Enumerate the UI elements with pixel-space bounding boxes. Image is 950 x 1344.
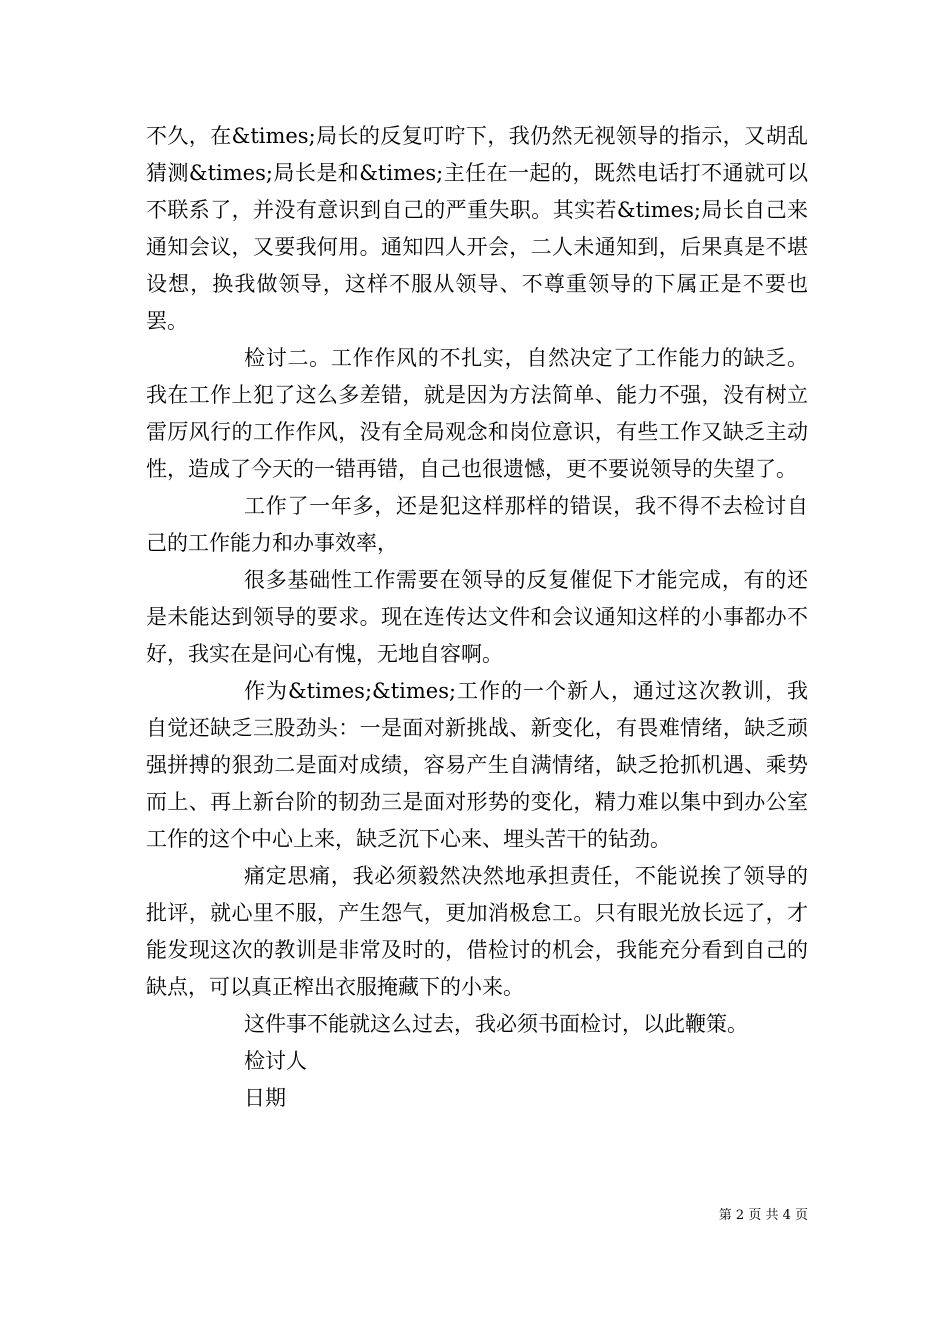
paragraph-2: 检讨二。工作作风的不扎实，自然决定了工作能力的缺乏。我在工作上犯了这么多差错，就是因为方法简单、能力不强，没有树立雷厉风行的工作作风，没有全局观念和岗位意识，有些工作又缺乏主动性，造成了今天的一错再错，自己也很遗憾，更不要说领导的失望了。 [146, 346, 808, 481]
paragraph-6: 痛定思痛，我必须毅然决然地承担责任，不能说挨了领导的批评，就心里不服，产生怨气，更加消极怠工。只有眼光放长远了，才能发现这次的教训是非常及时的，借检讨的机会，我能充分看到自己的缺点，可以真正榨出衣服掩藏下的小来。 [146, 864, 808, 999]
paragraph-1: 不久，在&times;局长的反复叮咛下，我仍然无视领导的指示，又胡乱猜测&times;局长是和&times;主任在一起的，既然电话打不通就可以不联系了，并没有意识到自己的严重失职。其实若&times;局长自己来通知会议，又要我何用。通知四人开会，二人未通知到，后果真是不堪设想，换我做领导，这样不服从领导、不尊重领导的下属正是不要也罢。 [146, 124, 808, 333]
paragraph-5: 作为&times;&times;工作的一个新人，通过这次教训，我自觉还缺乏三股劲头：一是面对新挑战、新变化，有畏难情绪，缺乏顽强拼搏的狠劲二是面对成绩，容易产生自满情绪，缺乏抢抓机遇、乘势而上、再上新台阶的韧劲三是面对形势的变化，精力难以集中到办公室工作的这个中心上来，缺乏沉下心来、埋头苦干的钻劲。 [146, 679, 808, 851]
paragraph-3: 工作了一年多，还是犯这样那样的错误，我不得不去检讨自己的工作能力和办事效率， [146, 494, 808, 555]
page-number-footer: 第 2 页 共 4 页 [718, 1208, 808, 1223]
paragraph-4: 很多基础性工作需要在领导的反复催促下才能完成，有的还是未能达到领导的要求。现在连传达文件和会议通知这样的小事都办不好，我实在是问心有愧，无地自容啊。 [146, 568, 808, 666]
date-label: 日期 [244, 1086, 286, 1110]
paragraph-7: 这件事不能就这么过去，我必须书面检讨，以此鞭策。 [244, 1012, 748, 1036]
signature-label: 检讨人 [244, 1049, 307, 1073]
document-body [146, 118, 808, 1117]
